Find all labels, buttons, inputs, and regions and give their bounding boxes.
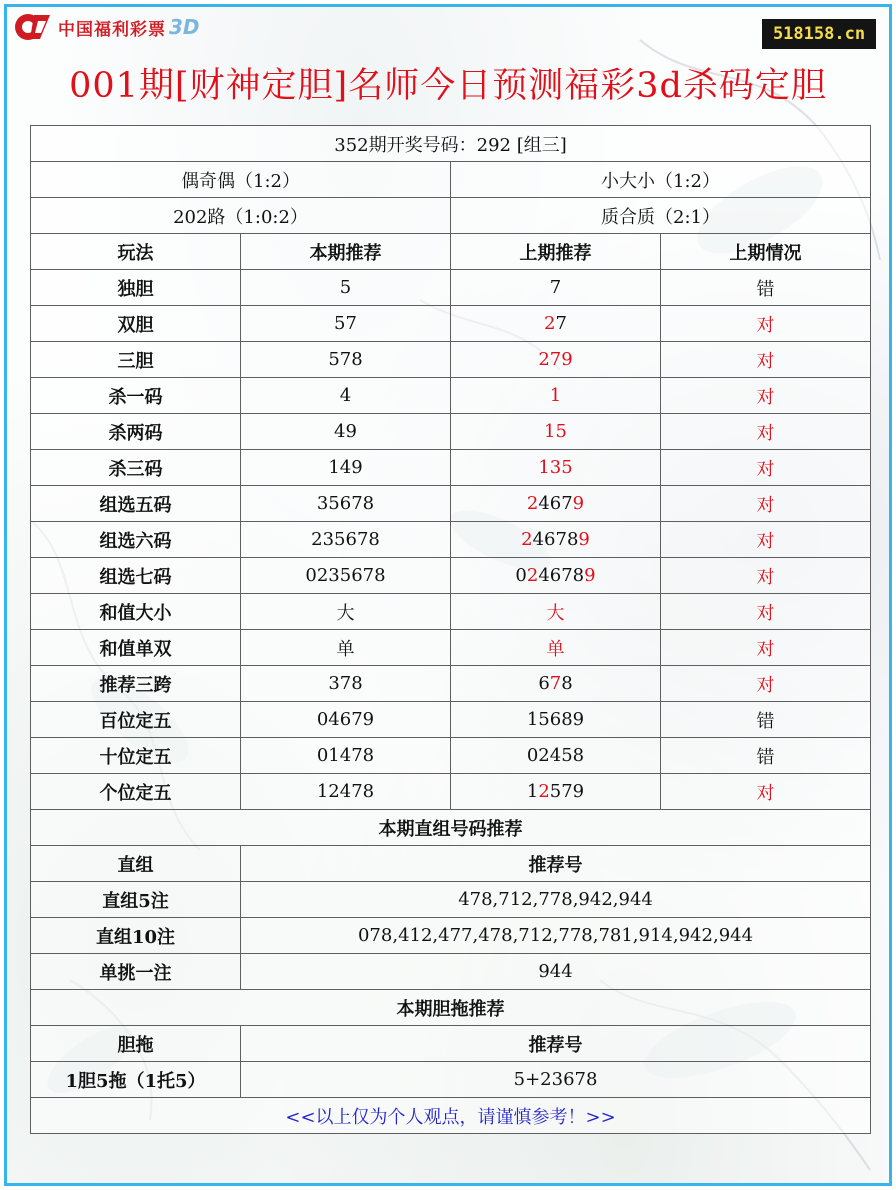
previous-status: 对 (661, 630, 871, 666)
previous-status: 对 (661, 666, 871, 702)
play-name: 杀一码 (31, 378, 241, 414)
column-header-current: 本期推荐 (241, 234, 451, 270)
miss-digits: 1 (526, 781, 539, 802)
hit-digits: 9 (572, 493, 585, 514)
lottery-logo (10, 10, 200, 44)
previous-pick (451, 666, 661, 702)
summary-row (31, 162, 871, 198)
table-row (31, 450, 871, 486)
direct-header-value: 推荐号 (241, 846, 871, 882)
previous-status: 错 (661, 738, 871, 774)
miss-digits: 6 (538, 673, 550, 694)
miss-digits: 4678 (532, 529, 579, 550)
column-header-status: 上期情况 (661, 234, 871, 270)
table-row (31, 378, 871, 414)
play-name: 和值单双 (31, 630, 241, 666)
miss-digits: 15689 (526, 709, 585, 730)
prime-pattern: 质合质（2:1） (451, 198, 871, 234)
play-name: 杀两码 (31, 414, 241, 450)
site-badge[interactable]: 518158.cn (762, 19, 876, 49)
miss-digits: 7 (555, 313, 567, 334)
table-row (31, 774, 871, 810)
previous-pick (451, 450, 661, 486)
previous-pick (451, 522, 661, 558)
current-pick: 378 (241, 666, 451, 702)
logo-text: 中国福利彩票 (58, 19, 166, 40)
section-title-row (31, 810, 871, 846)
previous-pick (451, 306, 661, 342)
direct-value: 478,712,778,942,944 (241, 882, 871, 918)
previous-pick (451, 738, 661, 774)
direct-value: 078,412,477,478,712,778,781,914,942,944 (241, 918, 871, 954)
previous-pick (451, 378, 661, 414)
play-name: 和值大小 (31, 594, 241, 630)
current-pick: 49 (241, 414, 451, 450)
table-row (31, 630, 871, 666)
table-row (31, 666, 871, 702)
previous-status: 对 (661, 558, 871, 594)
drag-label: 1胆5拖（1托5） (31, 1062, 241, 1098)
table-row (31, 594, 871, 630)
play-name: 个位定五 (31, 774, 241, 810)
previous-pick (451, 342, 661, 378)
miss-digits: 7 (549, 277, 562, 298)
miss-digits: 0 (515, 565, 527, 586)
play-name: 杀三码 (31, 450, 241, 486)
table-row (31, 414, 871, 450)
direct-label: 直组10注 (31, 918, 241, 954)
column-header-play: 玩法 (31, 234, 241, 270)
hit-digits: 单 (546, 638, 565, 660)
hit-digits: 279 (538, 349, 573, 370)
miss-digits: 467 (538, 493, 573, 514)
hit-digits: 2 (521, 529, 533, 550)
table-row (31, 738, 871, 774)
draw-result: 352期开奖号码：292 [组三] (31, 126, 871, 162)
previous-status: 错 (661, 702, 871, 738)
current-pick: 单 (241, 630, 451, 666)
drag-header-value: 推荐号 (241, 1026, 871, 1062)
table-row (31, 558, 871, 594)
play-name: 组选五码 (31, 486, 241, 522)
miss-digits: 4678 (538, 565, 585, 586)
current-pick: 04679 (241, 702, 451, 738)
previous-pick (451, 702, 661, 738)
play-name: 独胆 (31, 270, 241, 306)
hit-digits: 7 (549, 673, 562, 694)
hit-digits: 2 (538, 781, 550, 802)
road-pattern: 202路（1:0:2） (31, 198, 451, 234)
table-row (31, 954, 871, 990)
table-row (31, 1062, 871, 1098)
section-header-row (31, 1026, 871, 1062)
previous-pick (451, 414, 661, 450)
current-pick: 235678 (241, 522, 451, 558)
table-row (31, 306, 871, 342)
previous-pick (451, 594, 661, 630)
size-pattern: 小大小（1:2） (451, 162, 871, 198)
previous-status: 对 (661, 414, 871, 450)
current-pick: 01478 (241, 738, 451, 774)
previous-status: 对 (661, 342, 871, 378)
miss-digits: 579 (549, 781, 585, 802)
direct-value: 944 (241, 954, 871, 990)
logo-3d-text: 3D (169, 15, 200, 39)
prediction-table (30, 125, 871, 1134)
direct-section-title: 本期直组号码推荐 (31, 810, 871, 846)
current-pick: 大 (241, 594, 451, 630)
footer-note: <<以上仅为个人观点，请谨慎参考！>> (31, 1098, 871, 1134)
current-pick: 4 (241, 378, 451, 414)
direct-label: 单挑一注 (31, 954, 241, 990)
section-title-row (31, 990, 871, 1026)
section-header-row (31, 846, 871, 882)
current-pick: 12478 (241, 774, 451, 810)
draw-result-row (31, 126, 871, 162)
current-pick: 578 (241, 342, 451, 378)
table-row (31, 522, 871, 558)
current-pick: 35678 (241, 486, 451, 522)
current-pick: 57 (241, 306, 451, 342)
summary-row (31, 198, 871, 234)
column-header-row (31, 234, 871, 270)
play-name: 十位定五 (31, 738, 241, 774)
previous-status: 对 (661, 450, 871, 486)
lottery-logo-icon (10, 11, 54, 43)
play-name: 组选六码 (31, 522, 241, 558)
hit-digits: 1 (549, 385, 562, 406)
previous-pick (451, 486, 661, 522)
previous-pick (451, 558, 661, 594)
previous-status: 对 (661, 306, 871, 342)
drag-section-title: 本期胆拖推荐 (31, 990, 871, 1026)
current-pick: 5 (241, 270, 451, 306)
previous-status: 错 (661, 270, 871, 306)
play-name: 推荐三跨 (31, 666, 241, 702)
direct-header-label: 直组 (31, 846, 241, 882)
table-row (31, 702, 871, 738)
previous-pick (451, 774, 661, 810)
current-pick: 0235678 (241, 558, 451, 594)
hit-digits: 9 (584, 565, 596, 586)
miss-digits: 02458 (526, 745, 585, 766)
column-header-previous: 上期推荐 (451, 234, 661, 270)
hit-digits: 2 (526, 493, 539, 514)
miss-digits: 8 (561, 673, 573, 694)
table-row (31, 882, 871, 918)
play-name: 双胆 (31, 306, 241, 342)
current-pick: 149 (241, 450, 451, 486)
direct-label: 直组5注 (31, 882, 241, 918)
page-title: 001期[财神定胆]名师今日预测福彩3d杀码定胆 (69, 66, 827, 106)
table-row (31, 270, 871, 306)
drag-value: 5+23678 (241, 1062, 871, 1098)
hit-digits: 9 (578, 529, 590, 550)
table-row (31, 918, 871, 954)
play-name: 组选七码 (31, 558, 241, 594)
previous-pick (451, 630, 661, 666)
previous-status: 对 (661, 486, 871, 522)
hit-digits: 2 (544, 313, 556, 334)
play-name: 三胆 (31, 342, 241, 378)
table-row (31, 486, 871, 522)
drag-header-label: 胆拖 (31, 1026, 241, 1062)
odd-even-pattern: 偶奇偶（1:2） (31, 162, 451, 198)
previous-status: 对 (661, 378, 871, 414)
hit-digits: 135 (538, 457, 573, 478)
previous-pick (451, 270, 661, 306)
footer-row (31, 1098, 871, 1134)
previous-status: 对 (661, 522, 871, 558)
table-row (31, 342, 871, 378)
previous-status: 对 (661, 774, 871, 810)
play-name: 百位定五 (31, 702, 241, 738)
hit-digits: 2 (526, 565, 539, 586)
previous-status: 对 (661, 594, 871, 630)
hit-digits: 大 (546, 602, 565, 624)
hit-digits: 15 (544, 421, 567, 442)
